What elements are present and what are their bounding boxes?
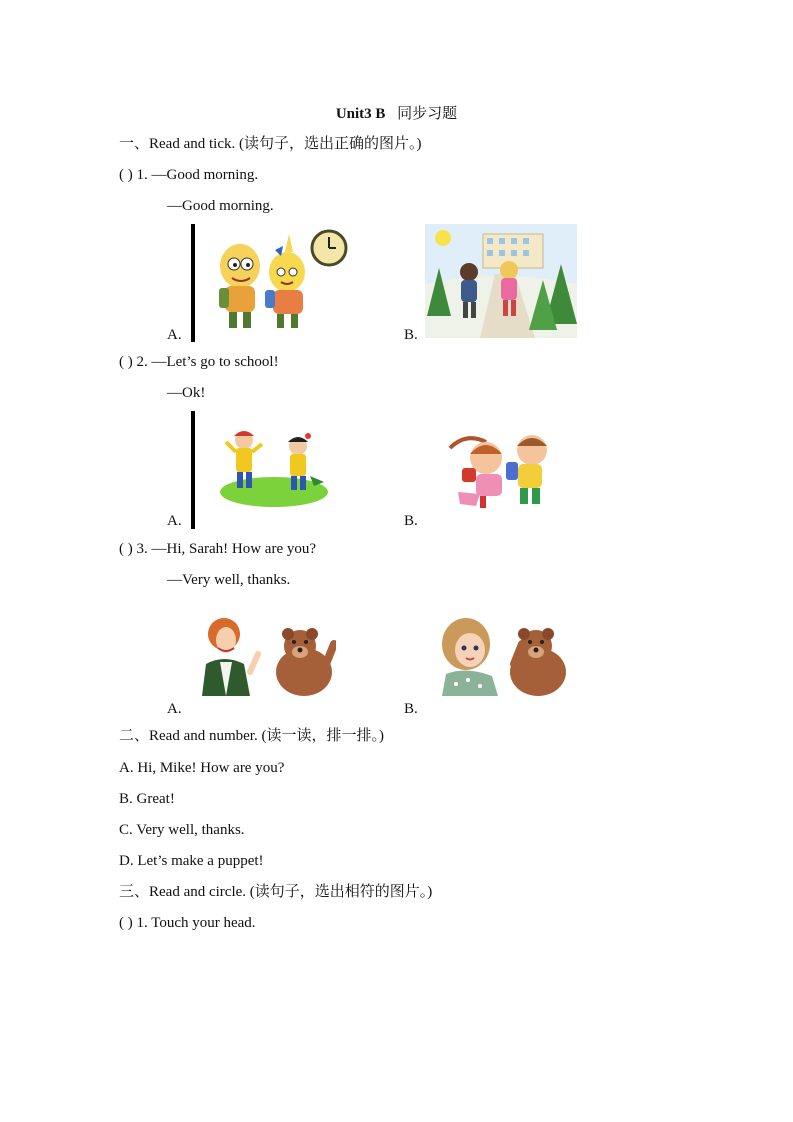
girl-and-bear-icon	[436, 614, 570, 696]
section3-q1-line1: ( ) 1. Touch your head.	[119, 915, 256, 931]
q1-divider	[191, 224, 195, 342]
section2-heading: 二、Read and number. (读一读，排一排。)	[119, 728, 384, 744]
q1-option-a-label: A.	[167, 327, 182, 343]
q1-line1: ( ) 1. —Good morning.	[119, 167, 259, 183]
q1-line2: —Good morning.	[167, 198, 274, 214]
two-cartoon-kids-with-clock-icon	[205, 228, 355, 336]
q2-option-b-label: B.	[404, 513, 418, 529]
page-title	[0, 102, 793, 123]
title-main: Unit3 B	[335, 106, 386, 122]
q1-option-b-label: B.	[404, 327, 418, 343]
kids-running-with-schoolbags-icon	[446, 428, 558, 512]
q3-option-b-label: B.	[404, 701, 418, 717]
section1-heading: 一、Read and tick. (读句子，选出正确的图片。)	[119, 136, 422, 152]
q3-line2: —Very well, thanks.	[167, 572, 291, 588]
section3-heading: 三、Read and circle. (读句子，选出相符的图片。)	[119, 884, 433, 900]
title-cn: 同步习题	[397, 106, 458, 122]
kids-walking-to-school-scene-icon	[425, 224, 577, 338]
q3-line1: ( ) 3. —Hi, Sarah! How are you?	[119, 541, 317, 557]
q2-line2: —Ok!	[167, 385, 206, 401]
section2-item-d: D. Let’s make a puppet!	[119, 853, 264, 869]
q3-option-a-label: A.	[167, 701, 182, 717]
section2-item-c: C. Very well, thanks.	[119, 822, 245, 838]
section2-item-b: B. Great!	[119, 791, 175, 807]
woman-waving-and-bear-icon	[200, 614, 336, 696]
section2-item-a: A. Hi, Mike! How are you?	[119, 760, 285, 776]
q2-divider	[191, 411, 195, 529]
q2-line1: ( ) 2. —Let’s go to school!	[119, 354, 279, 370]
kids-playing-on-grass-icon	[218, 426, 330, 508]
q2-option-a-label: A.	[167, 513, 182, 529]
